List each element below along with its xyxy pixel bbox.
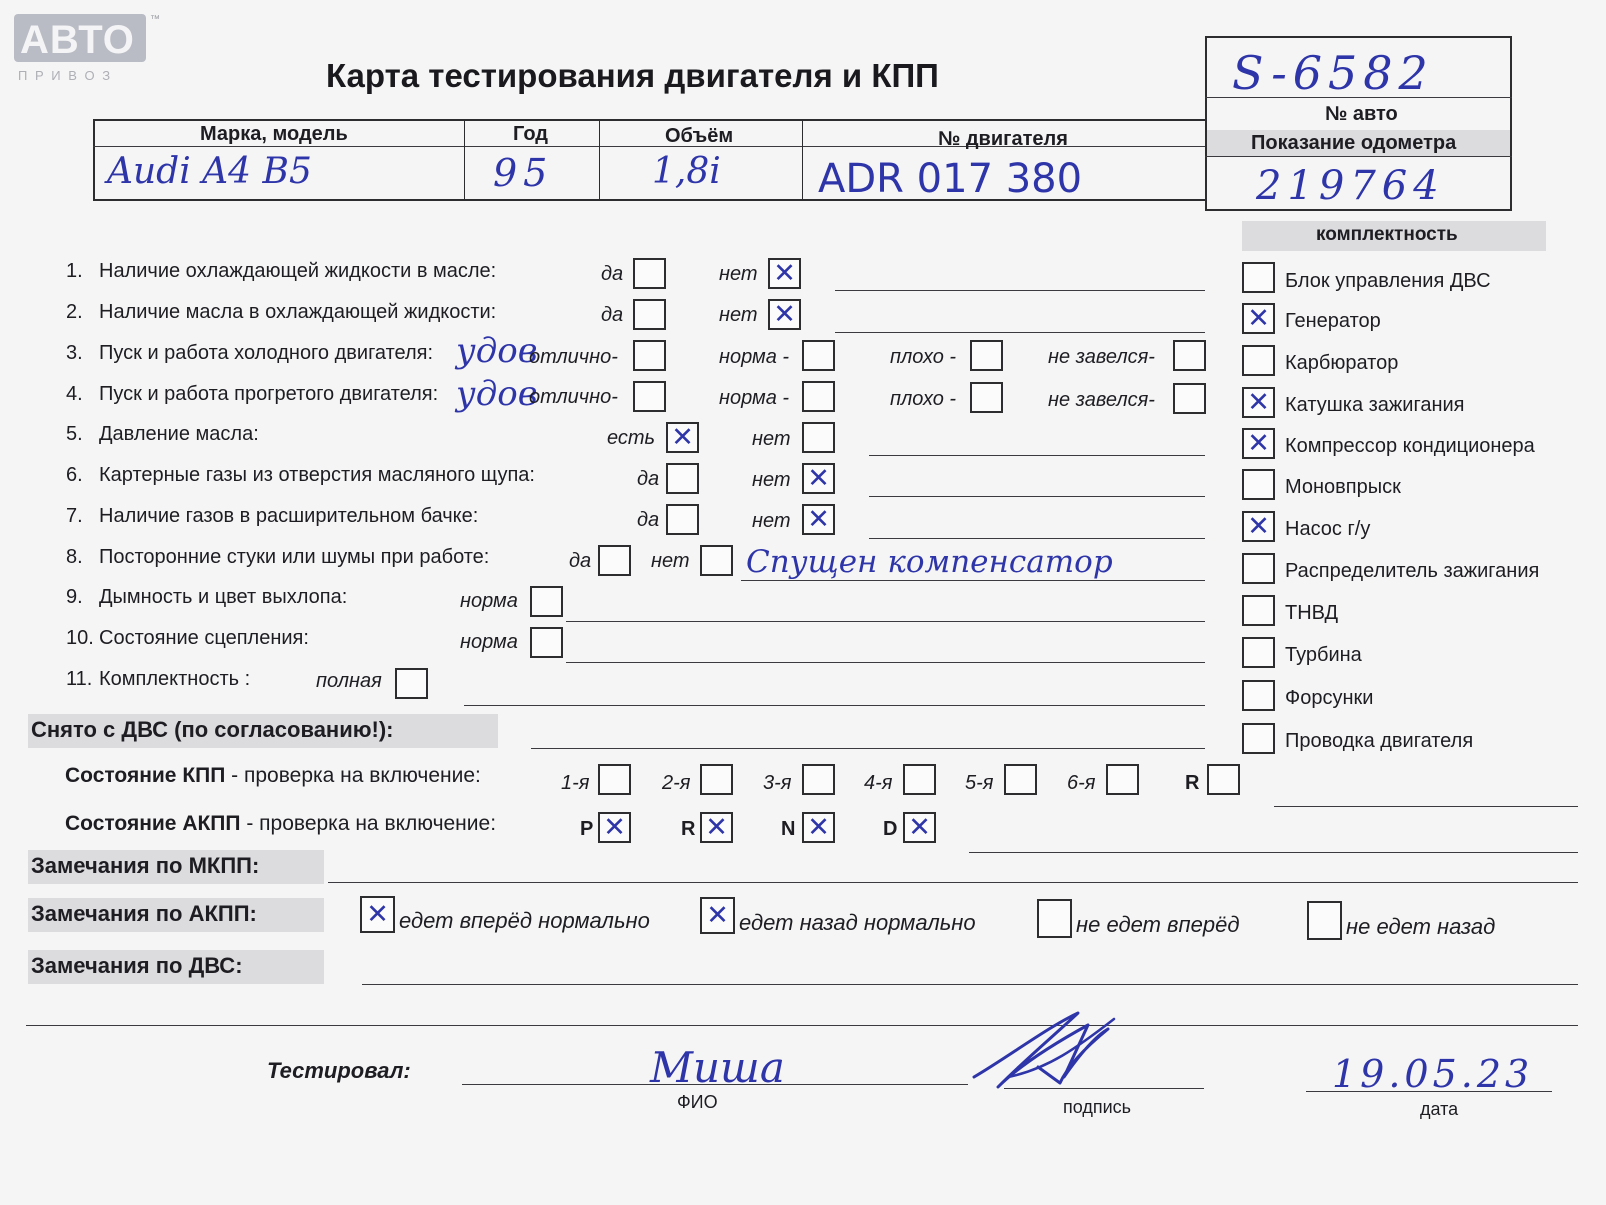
akpp-d-label: D [883,818,898,840]
kpp-gear-3-label: 3-я [763,772,792,794]
kpp-gear-3-checkbox[interactable] [802,764,835,795]
completeness-checkbox[interactable] [1242,262,1275,293]
completeness-checkbox[interactable] [1242,387,1275,418]
kpp-gear-6-label: 6-я [1067,772,1096,794]
akpp-r-label: R [681,818,696,840]
kpp-gear-5-checkbox[interactable] [1004,764,1037,795]
row3-norma-label: норма - [719,346,790,368]
row6-da-label: да [637,468,660,490]
row8-net-label: нет [651,550,690,572]
row4-handwritten: удов [456,374,538,414]
item-10-number: 10. [66,627,94,649]
remarks-backward-ok-checkbox[interactable] [700,897,735,934]
remarks-backward-ok-label: едет назад нормально [739,910,976,935]
check-mark [1244,682,1273,709]
akpp-note-line [969,852,1578,853]
item-8-number: 8. [66,546,83,568]
signature-image [968,1007,1118,1092]
kpp-gear-6-checkbox[interactable] [1106,764,1139,795]
row2-net-checkbox[interactable] [768,299,801,330]
item-11-label: Комплектность : [99,668,251,690]
row2-net-label: нет [719,304,758,326]
row1-net-checkbox[interactable] [768,258,801,289]
item-1-label: Наличие охлаждающей жидкости в масле: [99,260,497,282]
completeness-checkbox[interactable] [1242,595,1275,626]
remarks-mkpp-label: Замечания по МКПП: [31,853,260,878]
akpp-n-label: N [781,818,796,840]
row3-otlichno-label: отлично- [529,346,618,368]
remarks-forward-ok-label: едет вперёд нормально [399,908,650,933]
item-10-label: Состояние сцепления: [99,627,309,649]
row7-net-checkbox[interactable] [802,504,835,535]
tested-by-label: Тестировал: [267,1058,411,1083]
row3-ploho-label: плохо - [890,346,957,368]
akpp-label [65,812,496,836]
remarks-dvs-line-2 [26,1025,1578,1026]
row3-ploho-checkbox[interactable] [970,340,1003,371]
signature-label: подпись [1063,1097,1132,1117]
completeness-label: Насос г/у [1285,518,1371,540]
completeness-label: Проводка двигателя [1285,730,1474,752]
row8-da-label: да [569,550,592,572]
item-11-number: 11. [66,668,93,690]
completeness-label: Распределитель зажигания [1285,560,1540,582]
row3-ne-zavelsya-label: не завелся- [1048,346,1155,368]
check-mark [1244,639,1273,666]
check-mark: ✕ [807,812,830,843]
header-engine-number: № двигателя [938,128,1068,150]
completeness-checkbox[interactable] [1242,428,1275,459]
row7-da-label: да [637,509,660,531]
akpp-label-bold: Состояние АКПП [65,812,241,835]
kpp-label-bold: Состояние КПП [65,764,226,787]
completeness-label: Блок управления ДВС [1285,270,1491,292]
remarks-dvs-line-1 [362,984,1578,985]
removed-note-line [531,748,1205,749]
item-1-number: 1. [66,260,83,282]
row1-net-label: нет [719,263,758,285]
row10-norma-label: норма [460,631,518,653]
remarks-dvs-label: Замечания по ДВС: [31,953,243,978]
table-col-divider-3 [802,120,803,200]
akpp-p-label: P [580,818,594,840]
check-mark: ✕ [1247,511,1270,542]
completeness-label: Форсунки [1285,687,1374,709]
row11-polnaya-checkbox[interactable] [395,668,428,699]
item-2-number: 2. [66,301,83,323]
kpp-gear-4-checkbox[interactable] [903,764,936,795]
item-9-number: 9. [66,586,83,608]
remarks-no-backward-checkbox[interactable] [1307,901,1342,940]
remarks-no-forward-label: не едет вперёд [1076,912,1240,937]
kpp-gear-4-label: 4-я [864,772,893,794]
akpp-p-checkbox[interactable] [598,812,631,843]
value-volume: 1,8i [652,151,721,192]
row2-note-line [835,332,1205,333]
completeness-header: комплектность [1316,224,1458,245]
remarks-no-forward-checkbox[interactable] [1037,899,1072,938]
check-mark: ✕ [807,504,830,535]
kpp-gear-r-checkbox[interactable] [1207,764,1240,795]
row9-norma-checkbox[interactable] [530,586,563,617]
completeness-checkbox[interactable] [1242,303,1275,334]
row2-da-checkbox[interactable] [633,299,666,330]
row4-otlichno-checkbox[interactable] [633,381,666,412]
completeness-checkbox[interactable] [1242,680,1275,711]
item-2-label: Наличие масла в охлаждающей жидкости: [99,301,497,323]
check-mark [1244,725,1273,752]
completeness-checkbox[interactable] [1242,345,1275,376]
completeness-label: Моновпрыск [1285,476,1401,498]
akpp-d-checkbox[interactable] [903,812,936,843]
kpp-gear-r-label: R [1185,772,1200,794]
fio-label: ФИО [677,1092,718,1112]
item-4-label: Пуск и работа прогретого двигателя: [99,383,439,405]
value-make-model: Audi A4 B5 [107,151,312,192]
check-mark: ✕ [706,900,729,931]
header-year: Год [513,123,548,145]
auto-number-label: № авто [1325,103,1398,125]
kpp-gear-2-checkbox[interactable] [700,764,733,795]
check-mark: ✕ [671,422,694,453]
row4-norma-checkbox[interactable] [802,381,835,412]
item-5-number: 5. [66,423,83,445]
check-mark [1244,264,1273,291]
date-handwritten: 19.05.23 [1332,1052,1534,1096]
remarks-akpp-label: Замечания по АКПП: [31,901,257,926]
row3-norma-checkbox[interactable] [802,340,835,371]
row10-norma-checkbox[interactable] [530,627,563,658]
completeness-checkbox[interactable] [1242,511,1275,542]
row7-net-label: нет [752,510,791,532]
row1-da-checkbox[interactable] [633,258,666,289]
row9-norma-label: норма [460,590,518,612]
signature-line [1004,1088,1204,1089]
item-6-label: Картерные газы из отверстия масляного щупа: [99,464,535,486]
logo-tm: ™ [150,14,160,25]
row4-norma-label: норма - [719,387,790,409]
row4-ne-zavelsya-checkbox[interactable] [1173,383,1206,414]
remarks-no-backward-label: не едет назад [1346,914,1496,939]
avto-privoz-logo [14,14,160,84]
row6-da-checkbox[interactable] [666,463,699,494]
row11-polnaya-label: полная [316,670,382,692]
row7-da-checkbox[interactable] [666,504,699,535]
row1-da-label: да [601,263,624,285]
removed-label: Снято с ДВС (по согласованию!): [31,717,394,742]
completeness-label: ТНВД [1285,602,1339,624]
check-mark [1244,597,1273,624]
odometer-divider [1205,156,1512,157]
completeness-label: Карбюратор [1285,352,1399,374]
value-year: 95 [493,151,554,195]
kpp-label-rest: - проверка на включение: [225,764,481,787]
row5-note-line [869,455,1205,456]
row6-net-label: нет [752,469,791,491]
date-label: дата [1420,1099,1459,1119]
row5-est-checkbox[interactable] [666,422,699,453]
remarks-mkpp-line [328,882,1578,883]
item-7-number: 7. [66,505,83,527]
kpp-label [65,764,481,788]
item-9-label: Дымность и цвет выхлопа: [99,586,348,608]
kpp-note-line [1274,806,1578,807]
row3-ne-zavelsya-checkbox[interactable] [1173,340,1206,371]
item-3-number: 3. [66,342,83,364]
row10-note-line [566,662,1205,663]
table-col-divider-2 [599,120,600,200]
page-title: Карта тестирования двигателя и КПП [326,57,939,94]
completeness-checkbox[interactable] [1242,723,1275,754]
header-make-model: Марка, модель [200,123,348,145]
auto-code-handwritten: S-6582 [1232,46,1434,100]
item-5-label: Давление масла: [99,423,259,445]
completeness-label: Катушка зажигания [1285,394,1465,416]
row4-ploho-checkbox[interactable] [970,382,1003,413]
fio-line [462,1084,968,1085]
header-volume: Объём [665,125,734,147]
check-mark [1244,471,1273,498]
row7-note-line [869,538,1205,539]
completeness-checkbox[interactable] [1242,553,1275,584]
item-3-label: Пуск и работа холодного двигателя: [99,342,434,364]
item-6-number: 6. [66,464,83,486]
odometer-label: Показание одометра [1251,132,1457,154]
check-mark: ✕ [1247,428,1270,459]
completeness-checkbox[interactable] [1242,637,1275,668]
kpp-gear-1-checkbox[interactable] [598,764,631,795]
row5-net-checkbox[interactable] [802,422,835,453]
check-mark [1244,347,1273,374]
row8-note-line [741,580,1205,581]
logo-text: АВТО [20,18,135,62]
akpp-r-checkbox[interactable] [700,812,733,843]
kpp-gear-1-label: 1-я [561,772,590,794]
row8-handwritten-note: Спущен компенсатор [746,544,1113,580]
row9-note-line [566,621,1205,622]
row3-otlichno-checkbox[interactable] [633,340,666,371]
akpp-label-rest: - проверка на включение: [240,812,497,835]
check-mark: ✕ [773,299,796,330]
akpp-n-checkbox[interactable] [802,812,835,843]
check-mark: ✕ [1247,303,1270,334]
item-7-label: Наличие газов в расширительном бачке: [99,505,479,527]
date-line [1306,1091,1552,1092]
check-mark: ✕ [773,258,796,289]
completeness-checkbox[interactable] [1242,469,1275,500]
check-mark: ✕ [908,812,931,843]
tester-name-handwritten: Миша [650,1043,785,1092]
row4-otlichno-label: отлично- [529,386,618,408]
check-mark: ✕ [807,463,830,494]
row1-note-line [835,290,1205,291]
check-mark: ✕ [1247,387,1270,418]
check-mark: ✕ [603,812,626,843]
table-col-divider-1 [464,120,465,200]
item-4-number: 4. [66,383,83,405]
logo-subtext: П Р И В О З [18,68,113,83]
check-mark [1244,555,1273,582]
check-mark: ✕ [366,899,389,930]
check-mark: ✕ [705,812,728,843]
completeness-label: Турбина [1285,644,1362,666]
kpp-gear-2-label: 2-я [662,772,691,794]
row5-net-label: нет [752,428,791,450]
row4-ploho-label: плохо - [890,388,957,410]
value-engine-number: ADR 017 380 [818,156,1083,202]
row3-handwritten: удов [456,331,538,371]
odometer-handwritten: 219764 [1256,163,1445,209]
row2-da-label: да [601,304,624,326]
row8-net-checkbox[interactable] [700,545,733,576]
kpp-gear-5-label: 5-я [965,772,994,794]
row8-da-checkbox[interactable] [598,545,631,576]
row6-note-line [869,496,1205,497]
row5-est-label: есть [607,427,656,449]
row6-net-checkbox[interactable] [802,463,835,494]
remarks-forward-ok-checkbox[interactable] [360,896,395,933]
completeness-label: Компрессор кондиционера [1285,435,1535,457]
completeness-label: Генератор [1285,310,1381,332]
row11-note-line [464,705,1205,706]
row4-ne-zavelsya-label: не завелся- [1048,389,1155,411]
item-8-label: Посторонние стуки или шумы при работе: [99,546,490,568]
